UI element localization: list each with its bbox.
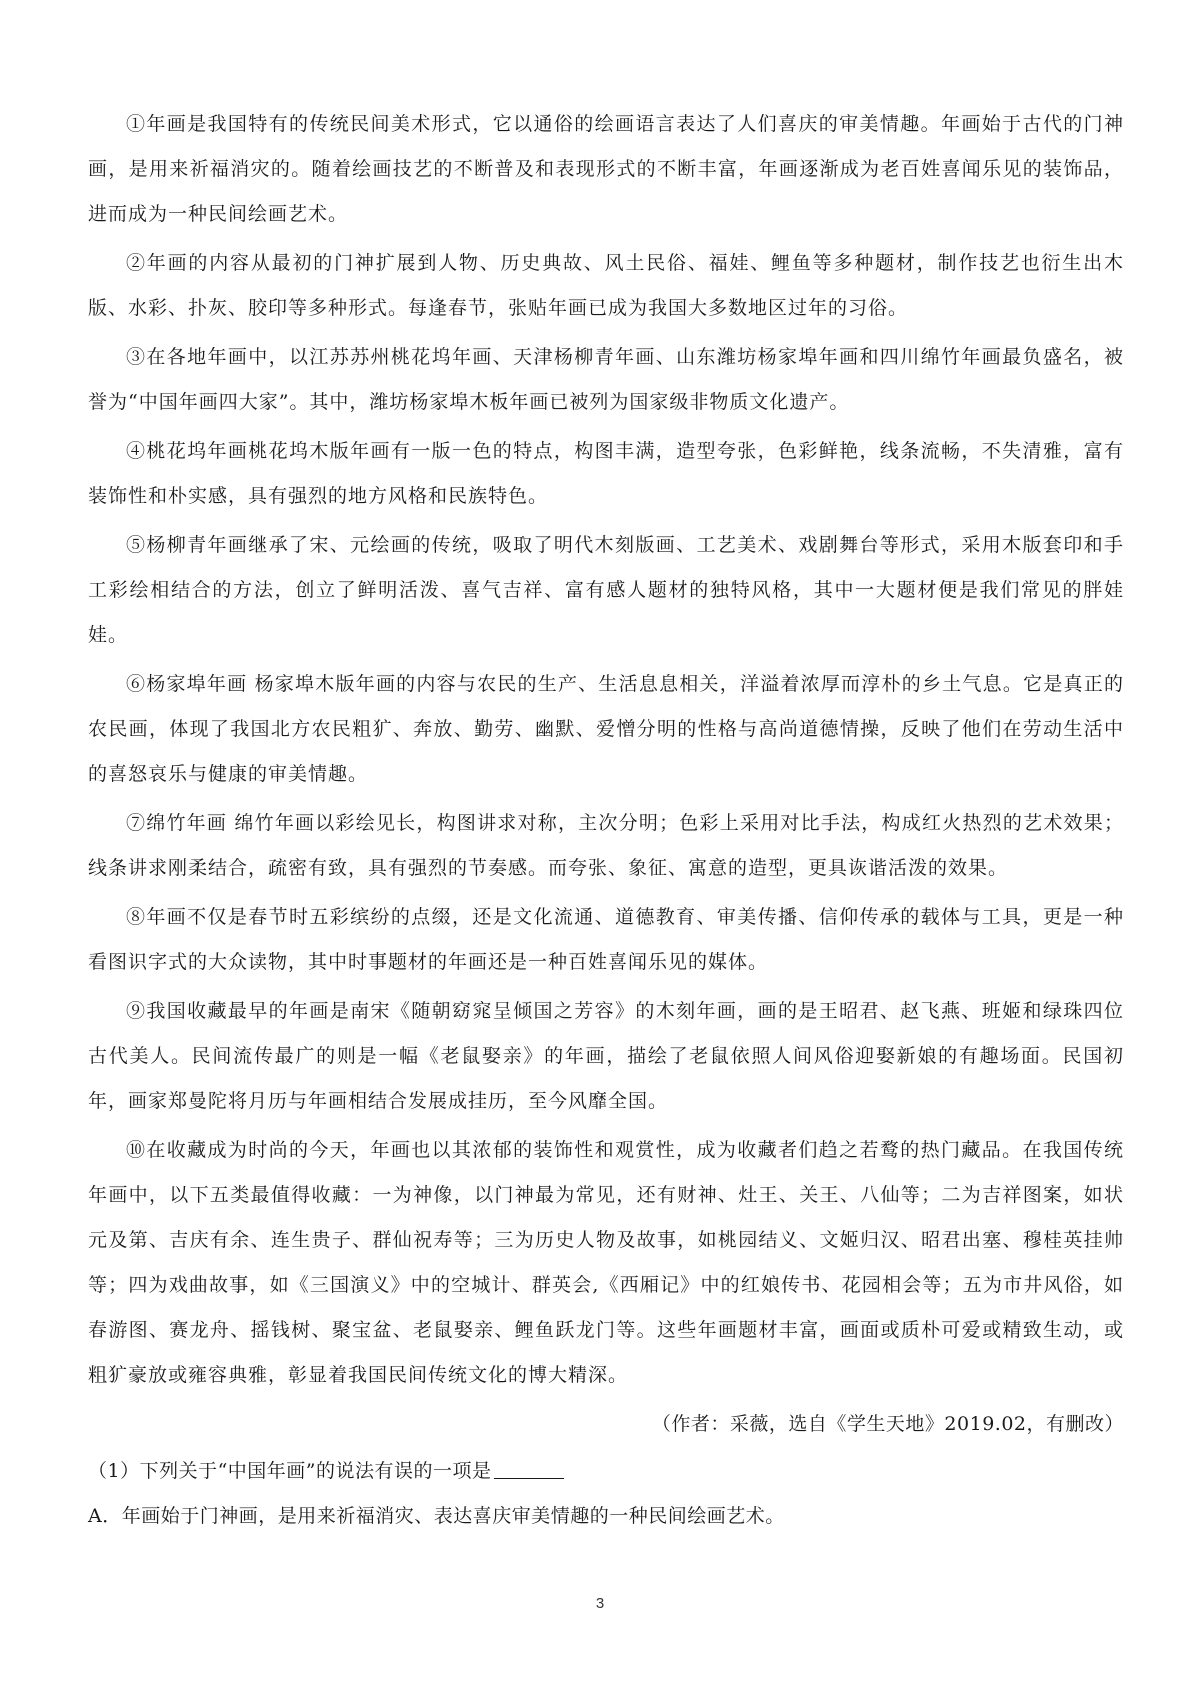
page-number: 3 xyxy=(595,1595,605,1612)
question-1-option-a: A．年画始于门神画，是用来祈福消灾、表达喜庆审美情趣的一种民间绘画艺术。 xyxy=(88,1505,785,1527)
document-page xyxy=(88,102,1124,1539)
paragraph-9: ⑨我国收藏最早的年画是南宋《随朝窈窕呈倾国之芳容》的木刻年画，画的是王昭君、赵飞燕、班姬和绿珠四位古代美人。民间流传最广的则是一幅《老鼠娶亲》的年画，描绘了老鼠依照人间风俗迎娶新娘的有趣场面。民国初年，画家郑曼陀将月历与年画相结合发展成挂历，至今风靡全国。 xyxy=(88,1000,1124,1112)
paragraph-3: ③在各地年画中，以江苏苏州桃花坞年画、天津杨柳青年画、山东潍坊杨家埠年画和四川绵竹年画最负盛名，被誉为“中国年画四大家”。其中，潍坊杨家埠木板年画已被列为国家级非物质文化遗产。 xyxy=(88,346,1124,413)
article-body xyxy=(88,102,1124,1398)
paragraph-2: ②年画的内容从最初的门神扩展到人物、历史典故、风土民俗、福娃、鲤鱼等多种题材，制作技艺也衍生出木版、水彩、扑灰、胶印等多种形式。每逢春节，张贴年画已成为我国大多数地区过年的习俗。 xyxy=(88,252,1124,319)
question-1-prompt: （1）下列关于“中国年画”的说法有误的一项是 xyxy=(88,1460,492,1482)
paragraph-5: ⑤杨柳青年画继承了宋、元绘画的传统，吸取了明代木刻版画、工艺美术、戏剧舞台等形式，采用木版套印和手工彩绘相结合的方法，创立了鲜明活泼、喜气吉祥、富有感人题材的独特风格，其中一大题材便是我们常见的胖娃娃。 xyxy=(88,534,1124,646)
article-source: （作者：采薇，选自《学生天地》2019.02，有删改） xyxy=(651,1413,1124,1435)
answer-blank[interactable] xyxy=(494,1459,564,1479)
paragraph-1: ①年画是我国特有的传统民间美术形式，它以通俗的绘画语言表达了人们喜庆的审美情趣。年画始于古代的门神画，是用来祈福消灾的。随着绘画技艺的不断普及和表现形式的不断丰富，年画逐渐成为老百姓喜闻乐见的装饰品，进而成为一种民间绘画艺术。 xyxy=(88,113,1124,225)
paragraph-10: ⑩在收藏成为时尚的今天，年画也以其浓郁的装饰性和观赏性，成为收藏者们趋之若鹜的热门藏品。在我国传统年画中，以下五类最值得收藏：一为神像，以门神最为常见，还有财神、灶王、关王、八仙等；二为吉祥图案，如状元及第、吉庆有余、连生贵子、群仙祝寿等；三为历史人物及故事，如桃园结义、文姬归汉、昭君出塞、穆桂英挂帅等；四为戏曲故事，如《三国演义》中的空城计、群英会,《西厢记》中的红娘传书、花园相会等；五为市井风俗，如春游图、赛龙舟、摇钱树、聚宝盆、老鼠娶亲、鲤鱼跃龙门等。这些年画题材丰富，画面或质朴可爱或精致生动，或粗犷豪放或雍容典雅，彰显着我国民间传统文化的博大精深。 xyxy=(88,1139,1124,1386)
paragraph-4: ④桃花坞年画桃花坞木版年画有一版一色的特点，构图丰满，造型夸张，色彩鲜艳，线条流畅，不失清雅，富有装饰性和朴实感，具有强烈的地方风格和民族特色。 xyxy=(88,440,1124,507)
paragraph-8: ⑧年画不仅是春节时五彩缤纷的点缀，还是文化流通、道德教育、审美传播、信仰传承的载体与工具，更是一种看图识字式的大众读物，其中时事题材的年画还是一种百姓喜闻乐见的媒体。 xyxy=(88,906,1124,973)
question-1 xyxy=(88,1449,1124,1494)
paragraph-6: ⑥杨家埠年画 杨家埠木版年画的内容与农民的生产、生活息息相关，洋溢着浓厚而淳朴的乡土气息。它是真正的农民画，体现了我国北方农民粗犷、奔放、勤劳、幽默、爱憎分明的性格与高尚道德情操，反映了他们在劳动生活中的喜怒哀乐与健康的审美情趣。 xyxy=(88,673,1124,785)
paragraph-7: ⑦绵竹年画 绵竹年画以彩绘见长，构图讲求对称，主次分明；色彩上采用对比手法，构成红火热烈的艺术效果；线条讲求刚柔结合，疏密有致，具有强烈的节奏感。而夸张、象征、寓意的造型，更具诙谐活泼的效果。 xyxy=(88,812,1124,879)
